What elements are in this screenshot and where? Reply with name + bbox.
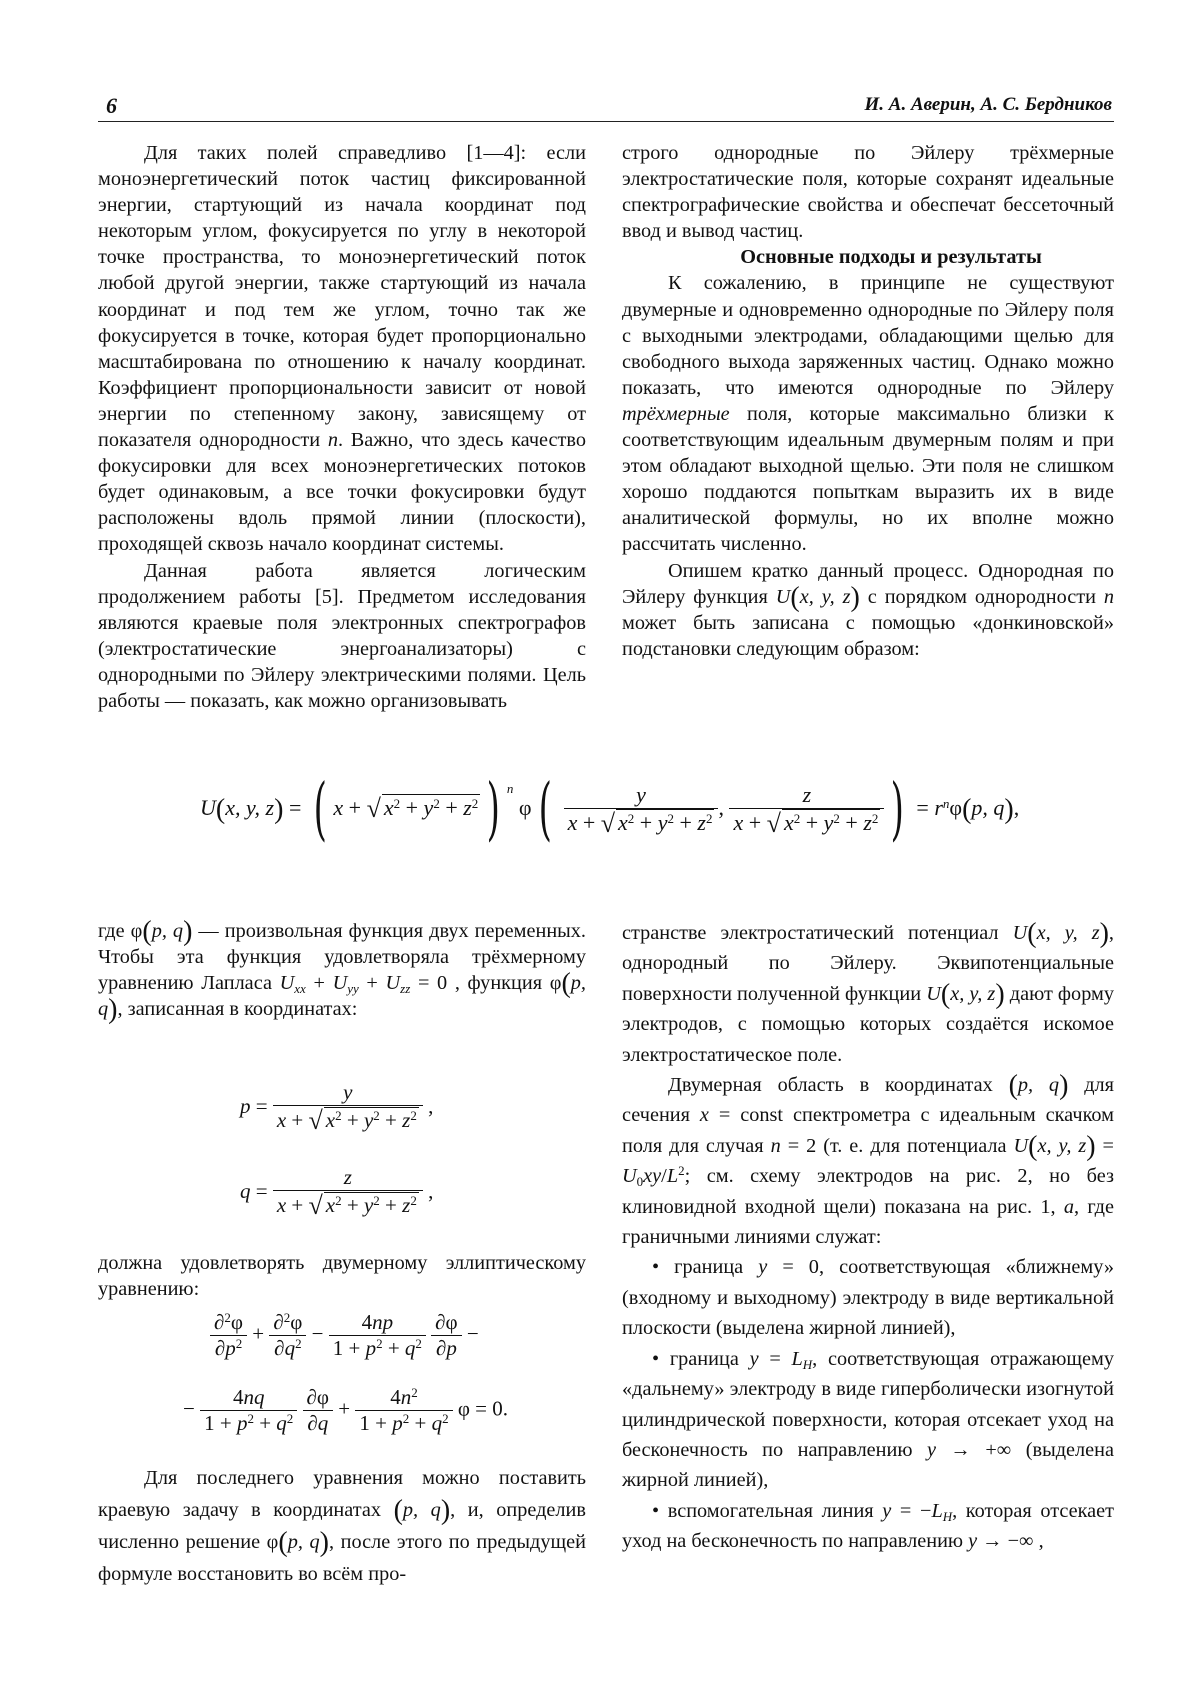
header-authors: И. А. Аверин, А. С. Бердников bbox=[864, 94, 1112, 115]
paragraph: строго однородные по Эйлеру трёхмерные электростатические поля, которые сохранят идеальные спектрографические свойства и обеспечат бессеточный ввод и вывод частиц. bbox=[622, 142, 1114, 243]
equation-p: p = $\frac{y}{x + √ x^2 + y^2 + z^2}$ , bbox=[240, 1080, 434, 1135]
exponent: n bbox=[506, 781, 514, 797]
paragraph: Двумерная область в координатах (p, q) для сечения x = const спектрометра с идеальным скачком поля для случая n = 2 (т. е. для потенциала U(x, y, $z) = U_0xy/L^2$; см. схему электродов на рис. 2, но без клиновидной входной щели) показана на рис. 1, а, где граничными линиями служат: bbox=[622, 1070, 1115, 1249]
paragraph-boundary: Для последнего уравнения можно поставить краевую задачу в координатах (p, q), и, определив численно решение φ(p, q), после этого по предыдущей формуле восстановить во всём про- bbox=[98, 1467, 586, 1585]
column-left-bottom bbox=[98, 916, 587, 1026]
paragraph: Для таких полей справедливо [1—4]: если моноэнергетический поток частиц фиксированной энергии, стартующий из начала координат под некоторым углом, фокусируется по углу в некоторой точке пространства, то моноэнергетический поток любой другой энергии, также стартующий из начала координат и под тем же углом, точно так же фокусируется в точке, которая будет пропорционально масштабирована по отношению к началу координат. Коэффициент пропорциональности зависит от новой энергии по степенному закону, зависящему от показателя однородности n. Важно, что здесь качество фокусировки для всех моноэнергетических потоков будет одинаковым, а все точки фокусировки будут расположены вдоль прямой линии (плоскости), проходящей сквозь начало координат системы. bbox=[98, 142, 586, 556]
section-title: Основные подходы и результаты bbox=[740, 246, 1042, 269]
elliptic-equation-line2: − $\frac{4nq}{1 + p^2 + q^2}$ $\frac{\partial\varphi}{\partial q}$ + $\frac{4n^2}{1 + p^2 + q^2}$ φ = 0. bbox=[183, 1385, 509, 1435]
list-item: • граница y = 0, соответствующая «ближнему» (входному и выходному) электроду в виде вертикальной плоскости (выделена жирной линией), bbox=[622, 1256, 1114, 1340]
paragraph: К сожалению, в принципе не существуют двумерные и одновременно однородные по Эйлеру поля с выходными электродами, обладающими щелью для свободного выхода заряженных частиц. Однако можно показать, что имеются однородные по Эйлеру трёхмерные поля, которые максимально близки к соответствующим идеальным двумерным полям и при этом обладают выходной щелью. Эти поля не слишком хорошо поддаются попыткам выразить их в виде аналитической формулы, но их вполне можно рассчитать численно. bbox=[622, 272, 1114, 556]
paragraph: где φ(p, q) — произвольная функция двух переменных. Чтобы эта функция удовлетворяла трёхмерному уравнению Лапласа $U_{xx} + U_{yy} + U_{zz} = 0$ , функция φ(p, q), записанная в координатах: bbox=[98, 916, 587, 1026]
column-right-top bbox=[622, 140, 1114, 662]
equation-q: q = $\frac{z}{x + √ x^2 + y^2 + z^2}$ , bbox=[240, 1165, 434, 1220]
elliptic-equation-line1: $\frac{\partial^2\varphi}{\partial p^2}$ + $\frac{\partial^2\varphi}{\partial q^2}$ − $\frac{4np}{1 + p^2 + q^2}$ $\frac{\partial\varphi}{\partial p}$ − bbox=[210, 1310, 479, 1361]
paragraph: Опишем кратко данный процесс. Однородная по Эйлеру функция U(x, y, z) с порядком однородности n может быть записана с помощью «донкиновской» подстановки следующим образом: bbox=[622, 559, 1115, 660]
main-equation: U(x, y, z) = ( x + √ $x^2 + y^2 + z^2$ ) $^n$ φ( $\frac{y}{x + √ x^2 + y^2 + z^2}$ , $\frac{z}{x + √ x^2 + y^2 + z^2}$ ) = $r^n\varphi(p$, q), bbox=[200, 770, 1020, 849]
column-left-top bbox=[98, 140, 586, 714]
list-item: • граница $y = L_H$, соответствующая отражающему «дальнему» электроду в виде гиперболически изогнутой цилиндрической поверхности, которая отсекает уход на бесконечность по направлению y → +∞ (выделена жирной линией), bbox=[622, 1347, 1114, 1492]
paragraph: странстве электростатический потенциал U(x, y, z), однородный по Эйлеру. Эквипотенциальные поверхности полученной функции U(x, y, z) дают форму электродов, с помощью которых создаётся искомое электростатическое поле. bbox=[622, 918, 1115, 1066]
fraction-z: $\frac{z}{x + √ x^2 + y^2 + z^2}$ bbox=[729, 782, 884, 839]
paragraph: Данная работа является логическим продолжением работы [5]. Предметом исследования являются краевые поля электронных спектрографов (электростатические энергоанализаторы) с однородными по Эйлеру электрическими полями. Цель работы — показать, как можно организовывать bbox=[98, 559, 586, 712]
page-number: 6 bbox=[106, 93, 117, 118]
equation-lhs: U(x, y, z) = bbox=[200, 794, 302, 826]
column-right-bottom bbox=[622, 918, 1114, 1557]
list-item: • вспомогательная линия $y = -L_H$, которая отсекает уход на бесконечность по направлению y → −∞ , bbox=[622, 1499, 1114, 1553]
fraction-y: $\frac{y}{x + √ x^2 + y^2 + z^2}$ bbox=[564, 782, 719, 839]
running-header bbox=[98, 91, 1114, 122]
phi-symbol: φ bbox=[518, 795, 532, 821]
paragraph-elliptic: должна удовлетворять двумерному эллиптическому уравнению: bbox=[98, 1252, 586, 1301]
